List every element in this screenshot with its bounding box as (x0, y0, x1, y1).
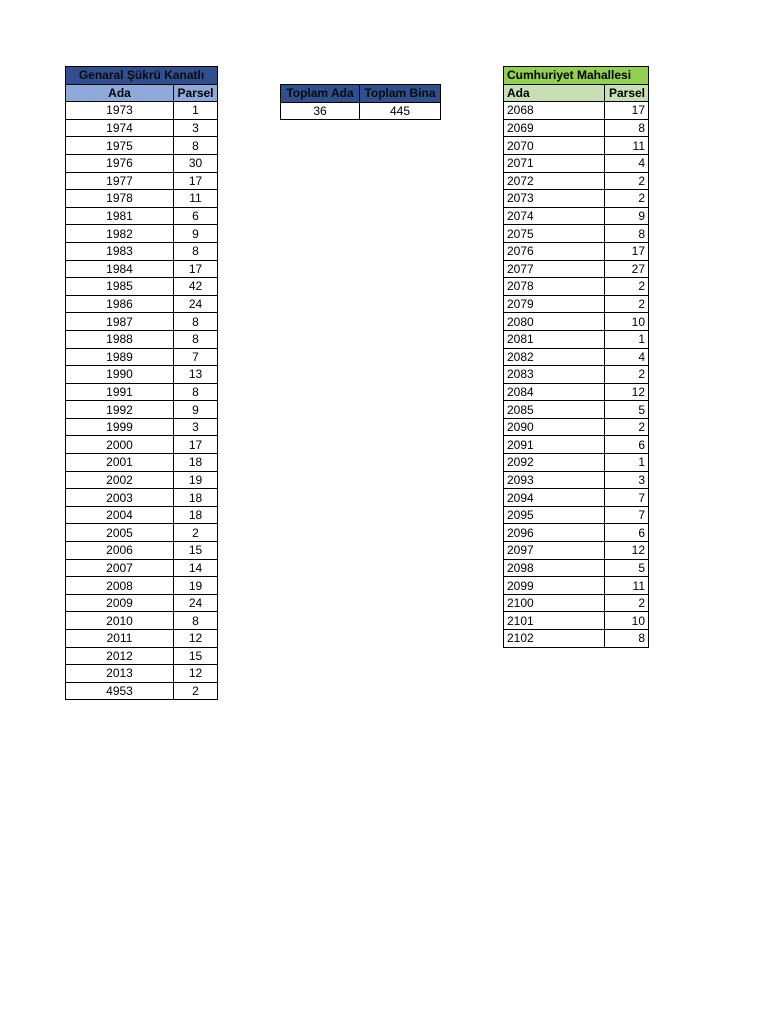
ada-cell[interactable]: 1987 (66, 313, 174, 331)
parsel-cell[interactable]: 3 (605, 471, 649, 489)
ada-cell[interactable]: 2001 (66, 454, 174, 472)
parsel-cell[interactable]: 8 (174, 330, 218, 348)
table-row (66, 366, 218, 384)
table-row (66, 172, 218, 190)
parsel-cell[interactable]: 8 (605, 630, 649, 648)
ada-cell[interactable]: 2092 (504, 454, 605, 472)
parsel-cell[interactable]: 1 (605, 330, 649, 348)
table-row (504, 330, 649, 348)
table-row (66, 119, 218, 137)
ada-cell[interactable]: 2012 (66, 647, 174, 665)
ada-cell[interactable]: 2000 (66, 436, 174, 454)
ada-cell[interactable]: 1985 (66, 278, 174, 296)
table-row (66, 436, 218, 454)
parsel-cell[interactable]: 2 (605, 172, 649, 190)
parsel-cell[interactable]: 17 (174, 436, 218, 454)
table-row (66, 383, 218, 401)
table-row (504, 278, 649, 296)
parsel-cell[interactable]: 17 (174, 260, 218, 278)
ada-cell[interactable]: 2074 (504, 207, 605, 225)
ada-cell[interactable]: 1976 (66, 154, 174, 172)
ada-cell[interactable]: 4953 (66, 682, 174, 700)
parsel-cell[interactable]: 7 (174, 348, 218, 366)
table-row (504, 225, 649, 243)
parsel-cell[interactable]: 24 (174, 594, 218, 612)
table-row (504, 348, 649, 366)
ada-cell[interactable]: 1992 (66, 401, 174, 419)
ada-cell[interactable]: 2085 (504, 401, 605, 419)
parsel-cell[interactable]: 6 (605, 436, 649, 454)
table-row (504, 559, 649, 577)
table-row (66, 225, 218, 243)
ada-cell[interactable]: 2099 (504, 577, 605, 595)
parsel-cell[interactable]: 10 (605, 313, 649, 331)
table-row (504, 154, 649, 172)
ada-cell[interactable]: 2101 (504, 612, 605, 630)
ada-cell[interactable]: 2071 (504, 154, 605, 172)
ada-cell[interactable]: 2068 (504, 102, 605, 120)
table-row (66, 542, 218, 560)
table-row (66, 295, 218, 313)
ada-cell[interactable]: 2073 (504, 190, 605, 208)
parsel-cell[interactable]: 27 (605, 260, 649, 278)
table-row (66, 682, 218, 700)
table-row (504, 207, 649, 225)
parsel-cell[interactable]: 13 (174, 366, 218, 384)
parsel-cell[interactable]: 2 (174, 524, 218, 542)
table-row (504, 489, 649, 507)
parsel-cell[interactable]: 2 (605, 190, 649, 208)
table-row (66, 260, 218, 278)
table-header-row (66, 84, 218, 102)
ada-cell[interactable]: 2083 (504, 366, 605, 384)
table-row (66, 489, 218, 507)
parsel-cell[interactable]: 17 (174, 172, 218, 190)
table-row (504, 436, 649, 454)
parsel-cell[interactable]: 8 (174, 137, 218, 155)
parsel-cell[interactable]: 5 (605, 401, 649, 419)
table-row (66, 348, 218, 366)
parsel-cell[interactable]: 17 (605, 102, 649, 120)
total-ada-cell[interactable]: 36 (281, 102, 360, 120)
parsel-cell[interactable]: 2 (605, 366, 649, 384)
ada-cell[interactable]: 2079 (504, 295, 605, 313)
table-row (66, 418, 218, 436)
ada-cell[interactable]: 1990 (66, 366, 174, 384)
parsel-cell[interactable]: 2 (174, 682, 218, 700)
ada-cell[interactable]: 1984 (66, 260, 174, 278)
parsel-cell[interactable]: 8 (174, 313, 218, 331)
total-bina-cell[interactable]: 445 (360, 102, 441, 120)
ada-cell[interactable]: 1999 (66, 418, 174, 436)
parsel-cell[interactable]: 7 (605, 506, 649, 524)
ada-cell[interactable]: 2081 (504, 330, 605, 348)
column-header-toplam-ada[interactable]: Toplam Ada (281, 85, 360, 103)
table-row (504, 630, 649, 648)
parsel-cell[interactable]: 9 (174, 225, 218, 243)
table-row (504, 577, 649, 595)
table-row (504, 260, 649, 278)
ada-cell[interactable]: 2069 (504, 119, 605, 137)
table-row (66, 577, 218, 595)
ada-cell[interactable]: 2102 (504, 630, 605, 648)
ada-cell[interactable]: 2075 (504, 225, 605, 243)
parsel-cell[interactable]: 4 (605, 154, 649, 172)
table-row (504, 190, 649, 208)
table-row (504, 401, 649, 419)
table-row (66, 665, 218, 683)
parsel-cell[interactable]: 18 (174, 506, 218, 524)
table-row (504, 366, 649, 384)
column-header-ada[interactable]: Ada (504, 84, 605, 102)
table-header-row (281, 85, 441, 103)
ada-cell[interactable]: 2011 (66, 630, 174, 648)
table-row (66, 454, 218, 472)
ada-cell[interactable]: 2004 (66, 506, 174, 524)
table-row (504, 102, 649, 120)
parsel-cell[interactable]: 6 (174, 207, 218, 225)
table-row (66, 313, 218, 331)
table-row (66, 242, 218, 260)
ada-cell[interactable]: 1975 (66, 137, 174, 155)
table-row (66, 137, 218, 155)
parsel-cell[interactable]: 18 (174, 454, 218, 472)
column-header-parsel[interactable]: Parsel (174, 84, 218, 102)
cumhuriyet-mahallesi-table (503, 66, 649, 648)
parsel-cell[interactable]: 3 (174, 418, 218, 436)
parsel-cell[interactable]: 2 (605, 418, 649, 436)
parsel-cell[interactable]: 15 (174, 647, 218, 665)
column-header-toplam-bina[interactable]: Toplam Bina (360, 85, 441, 103)
parsel-cell[interactable]: 2 (605, 594, 649, 612)
parsel-cell[interactable]: 5 (605, 559, 649, 577)
table-row (66, 559, 218, 577)
parsel-cell[interactable]: 12 (174, 630, 218, 648)
parsel-cell[interactable]: 15 (174, 542, 218, 560)
parsel-cell[interactable]: 8 (605, 119, 649, 137)
parsel-cell[interactable]: 11 (605, 577, 649, 595)
table-title-row (66, 67, 218, 85)
parsel-cell[interactable]: 19 (174, 471, 218, 489)
ada-cell[interactable]: 2005 (66, 524, 174, 542)
ada-cell[interactable]: 1978 (66, 190, 174, 208)
table-row (66, 524, 218, 542)
ada-cell[interactable]: 2100 (504, 594, 605, 612)
table-title-row (504, 67, 649, 85)
ada-cell[interactable]: 2077 (504, 260, 605, 278)
parsel-cell[interactable]: 14 (174, 559, 218, 577)
ada-cell[interactable]: 2082 (504, 348, 605, 366)
table-row (66, 594, 218, 612)
table-row (504, 542, 649, 560)
parsel-cell[interactable]: 19 (174, 577, 218, 595)
totals-table (280, 84, 441, 120)
ada-cell[interactable]: 1981 (66, 207, 174, 225)
ada-cell[interactable]: 1986 (66, 295, 174, 313)
table-row (504, 295, 649, 313)
ada-cell[interactable]: 1974 (66, 119, 174, 137)
parsel-cell[interactable]: 8 (605, 225, 649, 243)
table-row (66, 506, 218, 524)
table-row (66, 102, 218, 120)
ada-cell[interactable]: 2007 (66, 559, 174, 577)
parsel-cell[interactable]: 9 (605, 207, 649, 225)
ada-cell[interactable]: 1982 (66, 225, 174, 243)
ada-cell[interactable]: 1983 (66, 242, 174, 260)
parsel-cell[interactable]: 8 (174, 242, 218, 260)
ada-cell[interactable]: 2097 (504, 542, 605, 560)
table-row (504, 313, 649, 331)
table-row (504, 383, 649, 401)
table-row (66, 612, 218, 630)
ada-cell[interactable]: 2010 (66, 612, 174, 630)
parsel-cell[interactable]: 12 (174, 665, 218, 683)
table-title[interactable]: Cumhuriyet Mahallesi (504, 67, 649, 85)
ada-cell[interactable]: 2096 (504, 524, 605, 542)
table-row (66, 278, 218, 296)
table-row (281, 102, 441, 120)
ada-cell[interactable]: 2076 (504, 242, 605, 260)
ada-cell[interactable]: 2095 (504, 506, 605, 524)
ada-cell[interactable]: 2003 (66, 489, 174, 507)
parsel-cell[interactable]: 11 (605, 137, 649, 155)
parsel-cell[interactable]: 42 (174, 278, 218, 296)
parsel-cell[interactable]: 2 (605, 295, 649, 313)
parsel-cell[interactable]: 30 (174, 154, 218, 172)
ada-cell[interactable]: 1988 (66, 330, 174, 348)
column-header-parsel[interactable]: Parsel (605, 84, 649, 102)
ada-cell[interactable]: 1977 (66, 172, 174, 190)
table-row (504, 524, 649, 542)
table-header-row (504, 84, 649, 102)
column-header-ada[interactable]: Ada (66, 84, 174, 102)
ada-cell[interactable]: 2072 (504, 172, 605, 190)
ada-cell[interactable]: 2070 (504, 137, 605, 155)
ada-cell[interactable]: 2078 (504, 278, 605, 296)
table-row (66, 647, 218, 665)
ada-cell[interactable]: 1989 (66, 348, 174, 366)
table-row (504, 471, 649, 489)
parsel-cell[interactable]: 7 (605, 489, 649, 507)
parsel-cell[interactable]: 4 (605, 348, 649, 366)
table-row (66, 330, 218, 348)
parsel-cell[interactable]: 11 (174, 190, 218, 208)
table-row (504, 454, 649, 472)
table-row (504, 612, 649, 630)
parsel-cell[interactable]: 8 (174, 383, 218, 401)
parsel-cell[interactable]: 24 (174, 295, 218, 313)
ada-cell[interactable]: 1991 (66, 383, 174, 401)
ada-cell[interactable]: 2098 (504, 559, 605, 577)
parsel-cell[interactable]: 6 (605, 524, 649, 542)
ada-cell[interactable]: 2006 (66, 542, 174, 560)
parsel-cell[interactable]: 18 (174, 489, 218, 507)
table-row (504, 594, 649, 612)
ada-cell[interactable]: 2002 (66, 471, 174, 489)
table-row (66, 190, 218, 208)
parsel-cell[interactable]: 2 (605, 278, 649, 296)
table-row (66, 401, 218, 419)
parsel-cell[interactable]: 9 (174, 401, 218, 419)
parsel-cell[interactable]: 1 (174, 102, 218, 120)
ada-cell[interactable]: 2090 (504, 418, 605, 436)
ada-cell[interactable]: 1973 (66, 102, 174, 120)
table-row (66, 207, 218, 225)
ada-cell[interactable]: 2080 (504, 313, 605, 331)
table-row (504, 119, 649, 137)
table-row (504, 506, 649, 524)
ada-cell[interactable]: 2008 (66, 577, 174, 595)
parsel-cell[interactable]: 3 (174, 119, 218, 137)
ada-cell[interactable]: 2013 (66, 665, 174, 683)
table-row (504, 418, 649, 436)
parsel-cell[interactable]: 10 (605, 612, 649, 630)
ada-cell[interactable]: 2084 (504, 383, 605, 401)
ada-cell[interactable]: 2091 (504, 436, 605, 454)
ada-cell[interactable]: 2093 (504, 471, 605, 489)
general-sukru-kanatli-table (65, 66, 218, 700)
table-row (66, 630, 218, 648)
table-row (66, 154, 218, 172)
table-row (504, 172, 649, 190)
table-row (504, 137, 649, 155)
parsel-cell[interactable]: 1 (605, 454, 649, 472)
table-row (66, 471, 218, 489)
table-row (504, 242, 649, 260)
ada-cell[interactable]: 2009 (66, 594, 174, 612)
parsel-cell[interactable]: 17 (605, 242, 649, 260)
parsel-cell[interactable]: 12 (605, 542, 649, 560)
ada-cell[interactable]: 2094 (504, 489, 605, 507)
parsel-cell[interactable]: 8 (174, 612, 218, 630)
table-title[interactable]: Genaral Şükrü Kanatlı (66, 67, 218, 85)
parsel-cell[interactable]: 12 (605, 383, 649, 401)
